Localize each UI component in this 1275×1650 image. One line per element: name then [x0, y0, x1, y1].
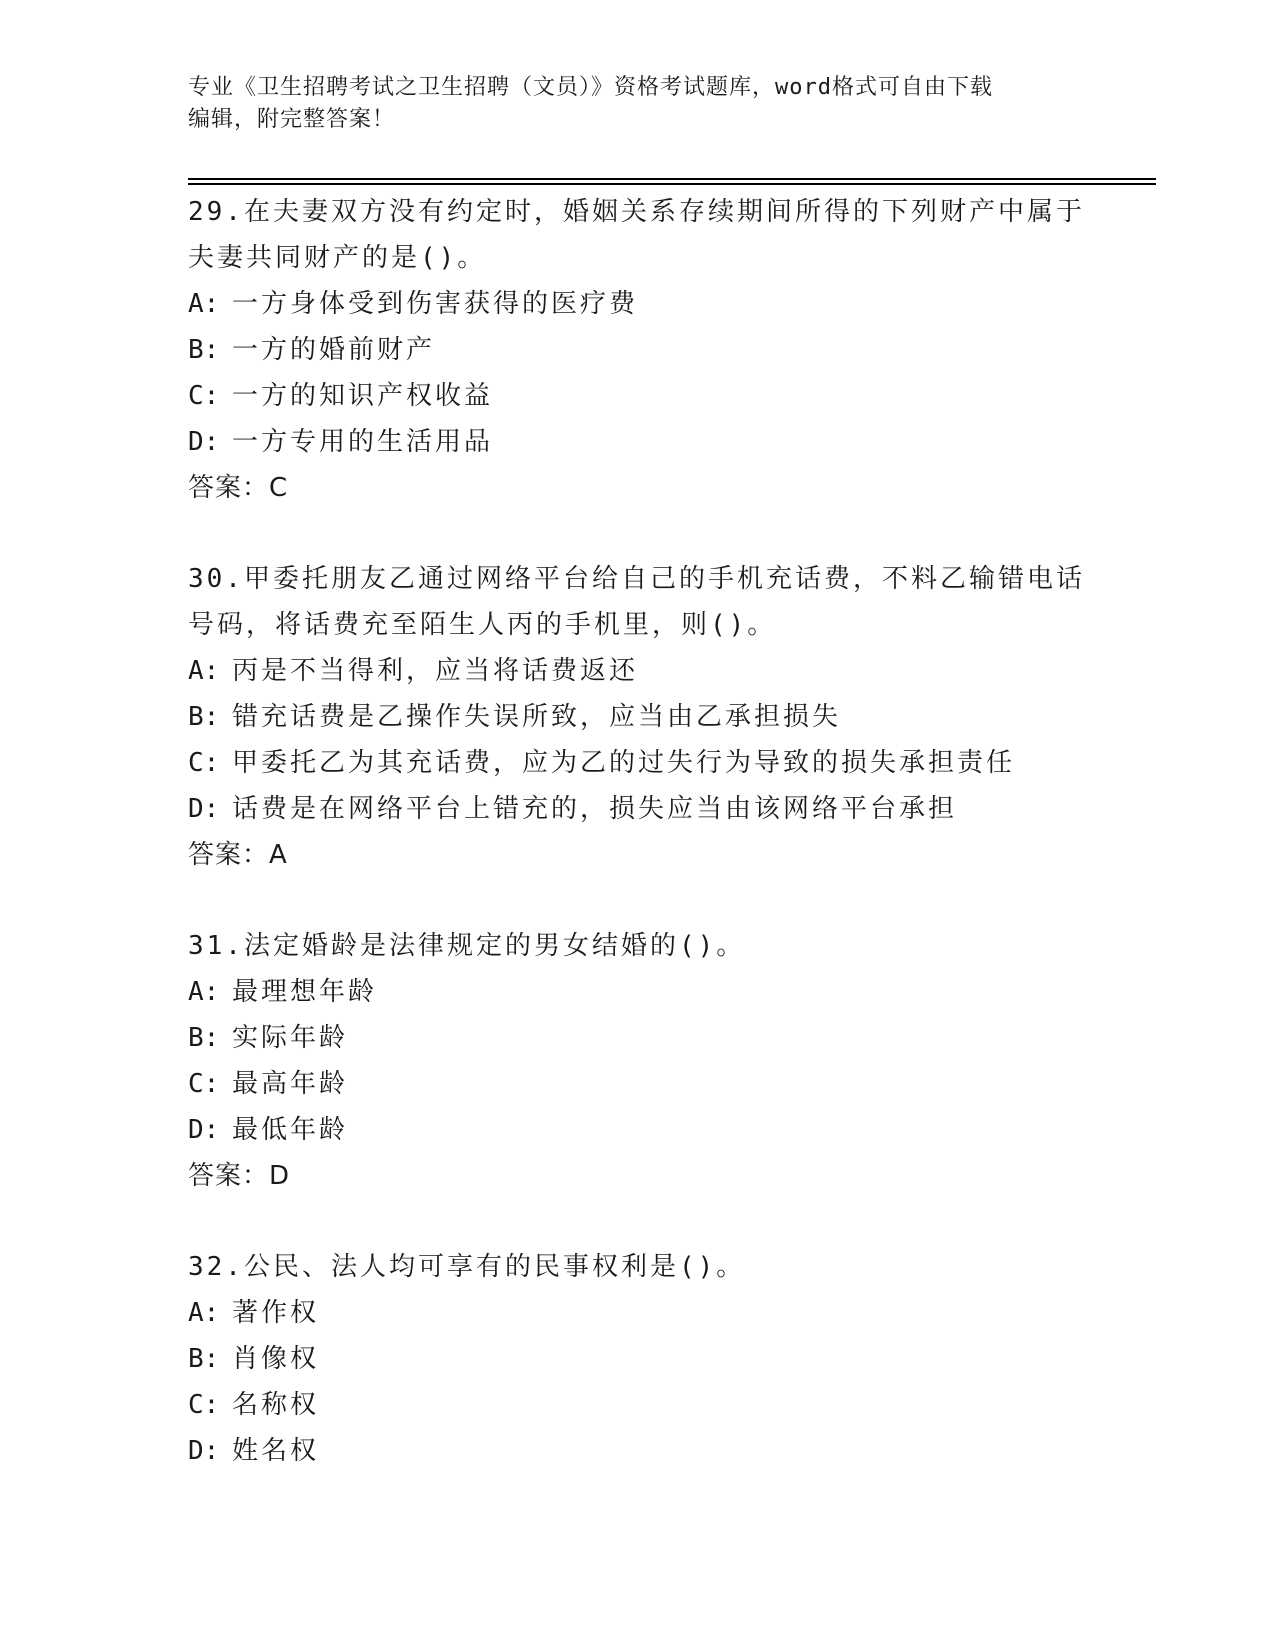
header-line-2: 编辑，附完整答案！ — [188, 107, 396, 132]
option-b — [188, 694, 1088, 740]
question-stem-line-1: 31.法定婚龄是法律规定的男女结婚的()。 — [188, 931, 746, 961]
question-29 — [188, 189, 1088, 511]
option-letter: A: — [188, 289, 220, 319]
option-b — [188, 1015, 1088, 1061]
option-c — [188, 1382, 1088, 1428]
option-a — [188, 969, 1088, 1015]
option-d — [188, 786, 1088, 832]
option-letter: D: — [188, 794, 220, 824]
option-text: 丙是不当得利，应当将话费返还 — [232, 656, 639, 686]
option-b — [188, 327, 1088, 373]
option-text: 一方身体受到伤害获得的医疗费 — [232, 289, 639, 319]
option-a — [188, 1290, 1088, 1336]
answer-label: 答案：A — [188, 840, 288, 870]
question-stem-line-1: 29.在夫妻双方没有约定时，婚姻关系存续期间所得的下列财产中属于 — [188, 197, 1085, 227]
option-text: 错充话费是乙操作失误所致，应当由乙承担损失 — [232, 702, 842, 732]
option-letter: C: — [188, 381, 220, 411]
option-d — [188, 419, 1088, 465]
option-c — [188, 1061, 1088, 1107]
option-c — [188, 373, 1088, 419]
option-letter: A: — [188, 977, 220, 1007]
question-31 — [188, 923, 1088, 1199]
option-letter: A: — [188, 656, 220, 686]
option-letter: D: — [188, 427, 220, 457]
answer-label: 答案：D — [188, 1161, 291, 1191]
question-stem-line-2: 号码，将话费充至陌生人丙的手机里，则()。 — [188, 610, 777, 640]
option-text: 一方的知识产权收益 — [232, 381, 494, 411]
option-c — [188, 740, 1088, 786]
option-d — [188, 1428, 1088, 1474]
header-divider-bottom — [188, 183, 1156, 185]
question-stem-line-1: 32.公民、法人均可享有的民事权利是()。 — [188, 1252, 746, 1282]
option-letter: D: — [188, 1436, 220, 1466]
option-text: 最理想年龄 — [232, 977, 378, 1007]
option-text: 最高年龄 — [232, 1069, 349, 1099]
option-letter: B: — [188, 1023, 220, 1053]
option-letter: B: — [188, 335, 220, 365]
option-letter: C: — [188, 748, 220, 778]
option-text: 一方专用的生活用品 — [232, 427, 494, 457]
option-b — [188, 1336, 1088, 1382]
option-text: 名称权 — [232, 1390, 320, 1420]
document-header — [188, 72, 1088, 136]
option-text: 话费是在网络平台上错充的，损失应当由该网络平台承担 — [232, 794, 958, 824]
option-letter: C: — [188, 1069, 220, 1099]
header-line-1: 专业《卫生招聘考试之卫生招聘（文员）》资格考试题库，word格式可自由下载 — [188, 75, 993, 100]
option-text: 实际年龄 — [232, 1023, 349, 1053]
question-30 — [188, 556, 1088, 878]
option-letter: A: — [188, 1298, 220, 1328]
option-text: 最低年龄 — [232, 1115, 349, 1145]
answer-label: 答案：C — [188, 473, 289, 503]
header-divider-top — [188, 178, 1156, 180]
option-letter: C: — [188, 1390, 220, 1420]
option-letter: B: — [188, 1344, 220, 1374]
question-32 — [188, 1244, 1088, 1474]
option-text: 一方的婚前财产 — [232, 335, 436, 365]
option-letter: B: — [188, 702, 220, 732]
option-text: 肖像权 — [232, 1344, 320, 1374]
option-d — [188, 1107, 1088, 1153]
option-text: 著作权 — [232, 1298, 320, 1328]
option-text: 姓名权 — [232, 1436, 320, 1466]
option-text: 甲委托乙为其充话费，应为乙的过失行为导致的损失承担责任 — [232, 748, 1016, 778]
option-a — [188, 648, 1088, 694]
question-stem-line-1: 30.甲委托朋友乙通过网络平台给自己的手机充话费，不料乙输错电话 — [188, 564, 1085, 594]
option-letter: D: — [188, 1115, 220, 1145]
option-a — [188, 281, 1088, 327]
question-stem-line-2: 夫妻共同财产的是()。 — [188, 243, 487, 273]
